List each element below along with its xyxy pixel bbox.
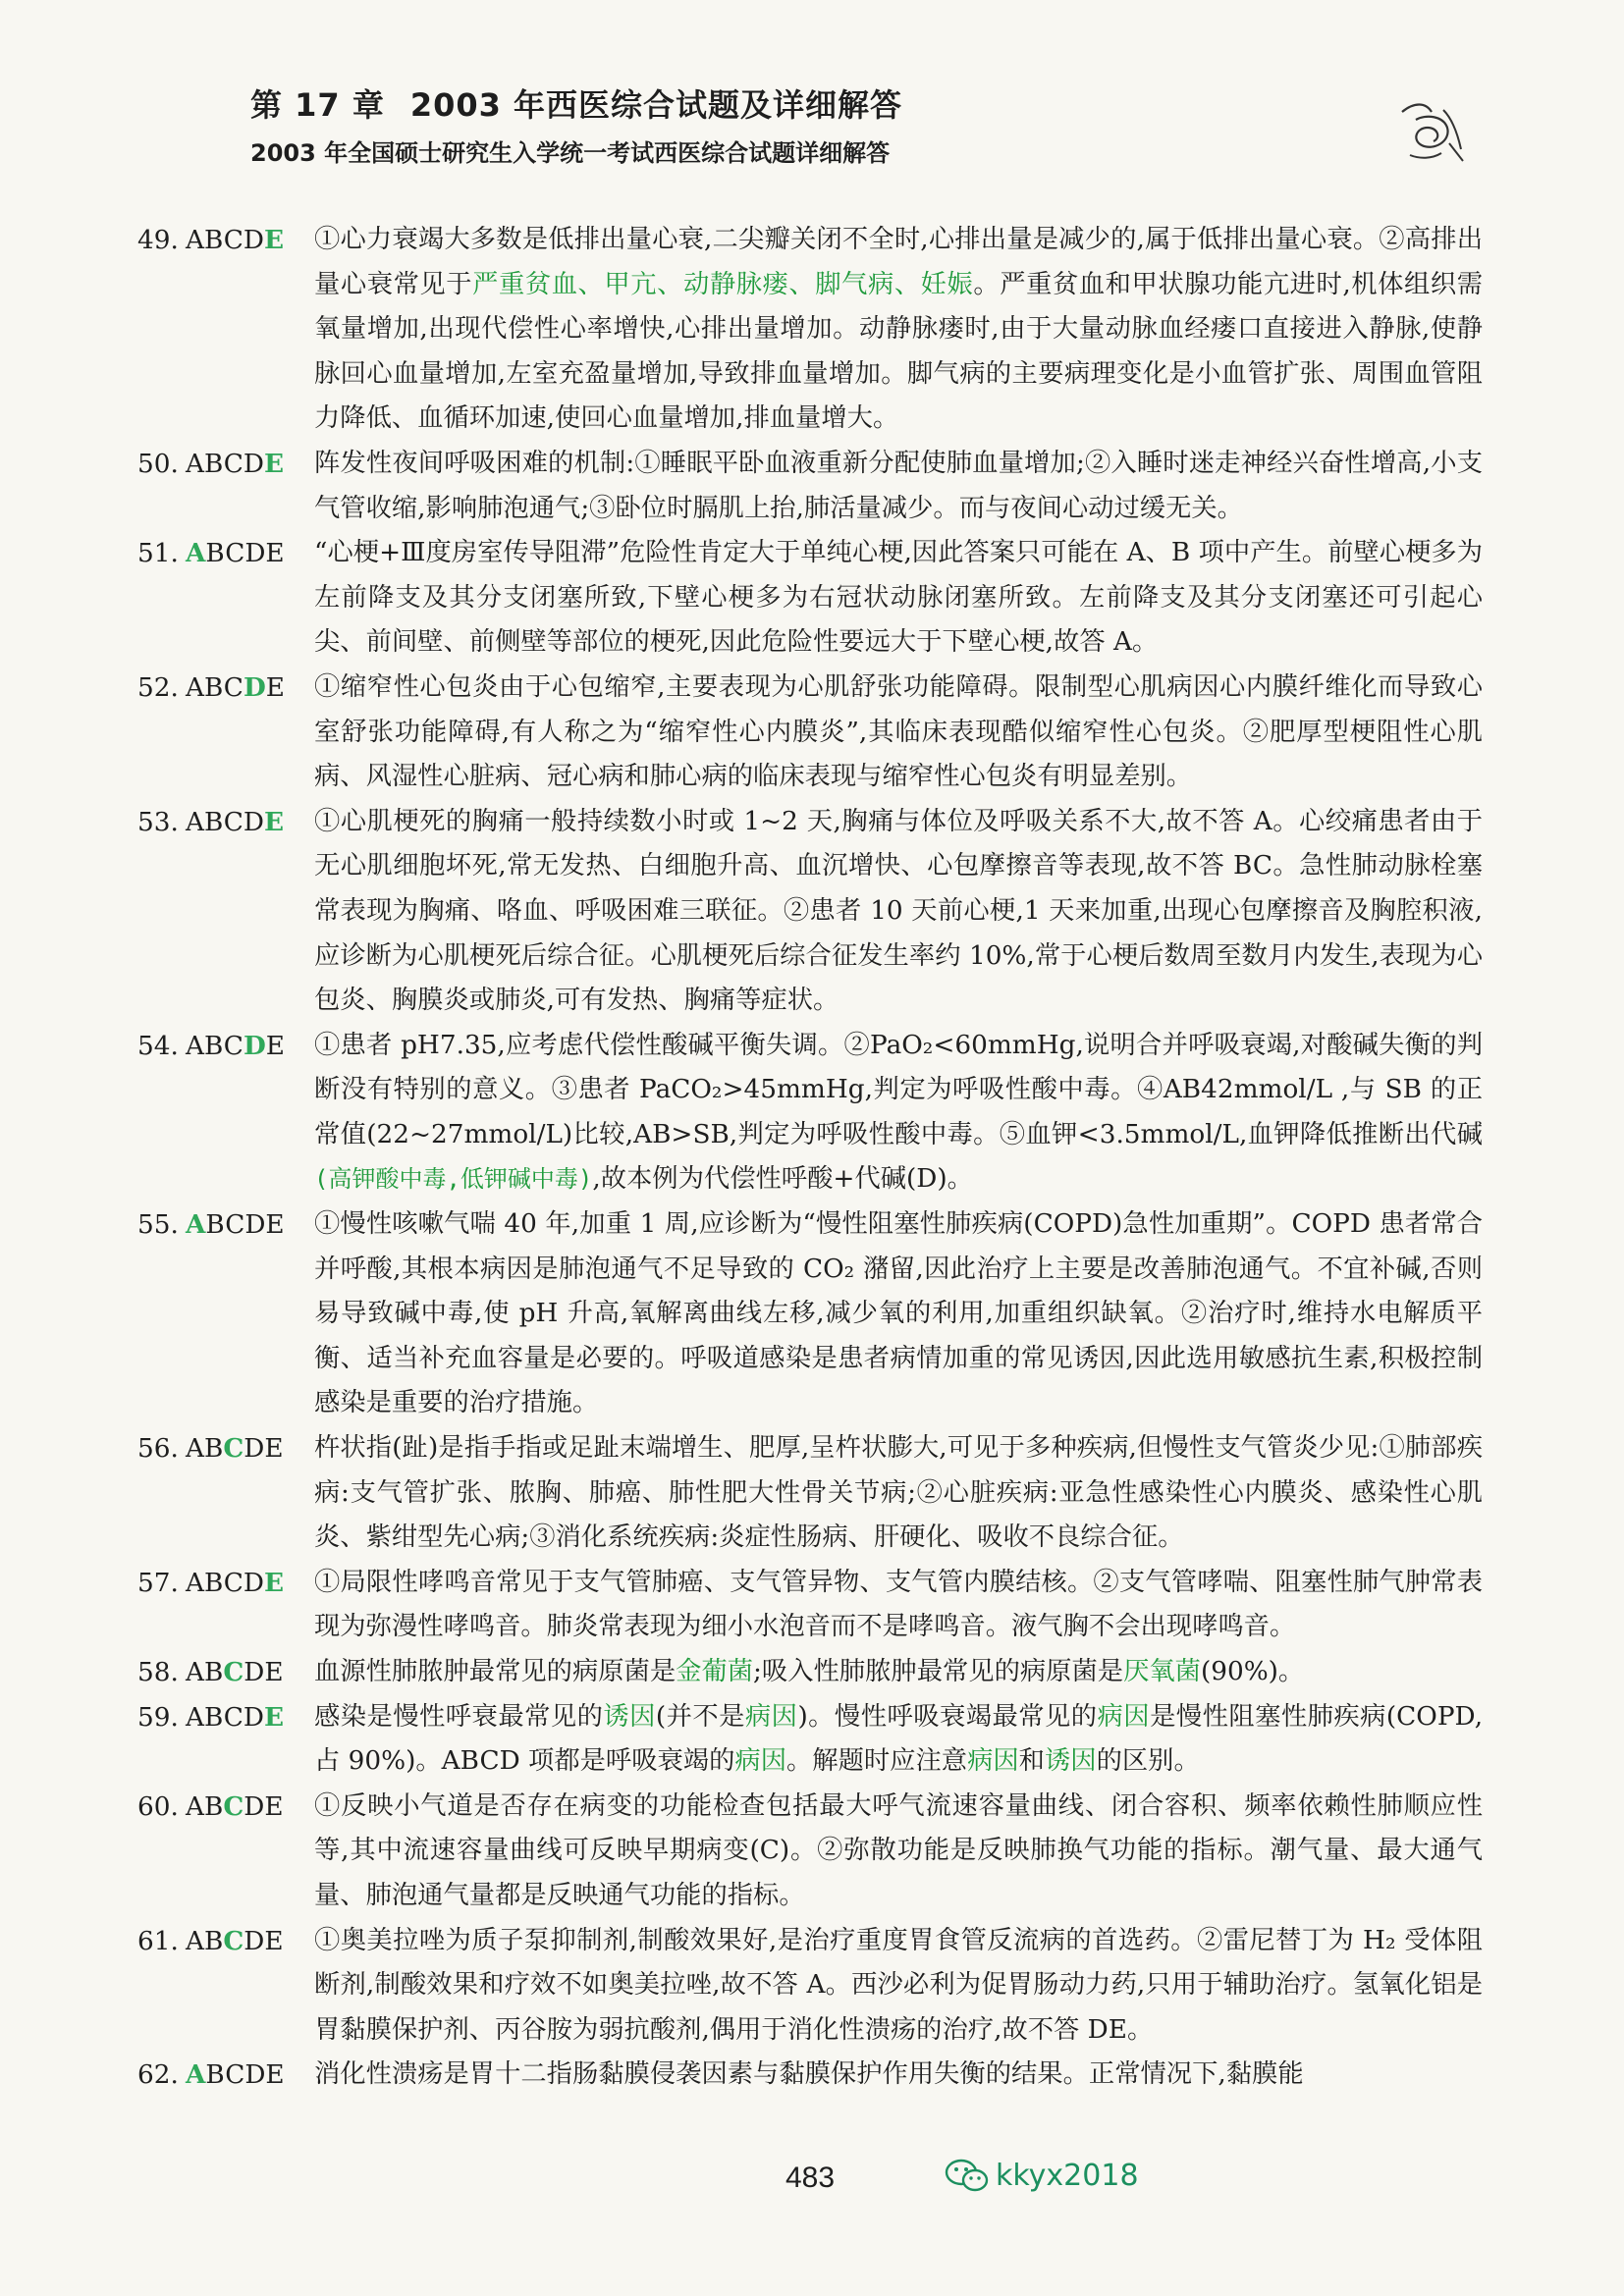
answer-item: [137, 442, 1483, 531]
question-number: 59.: [137, 1702, 179, 1733]
correct-answer-mark: A: [186, 538, 206, 569]
option-letters: ABCD: [186, 1568, 265, 1598]
correct-answer-mark: E: [264, 806, 285, 837]
option-letters: AB: [186, 1434, 224, 1465]
answer-key: [137, 1426, 284, 1472]
highlighted-text: 病因: [744, 1701, 798, 1732]
option-letters: DE: [244, 1658, 284, 1687]
explanation-text: ,故本例为代偿性呼酸+代碱(D)。: [592, 1164, 973, 1195]
option-letters: AB: [186, 1791, 224, 1822]
answer-item: [137, 1919, 1483, 2054]
section-subtitle: 2003 年全国硕士研究生入学统一考试西医综合试题详细解答: [250, 139, 891, 167]
correct-answer-mark: A: [186, 2059, 206, 2091]
answer-item: [137, 1202, 1483, 1426]
highlighted-text: 厌氧菌: [1123, 1657, 1201, 1686]
correct-answer-mark: E: [264, 1701, 285, 1733]
decorative-emblem-icon: [1392, 98, 1471, 169]
correct-answer-mark: C: [223, 1925, 244, 1956]
explanation-text: 杵状指(趾)是指手指或足趾末端增生、肥厚,呈杵状膨大,可见于多种疾病,但慢性支气管炎少见:①肺部疾病:支气管扩张、脓胸、肺癌、肺性肥大性骨关节病;②心脏疾病:亚急性感染性心内膜炎、感染性心肌炎、紫绀型先心病;③消化系统疾病:炎症性肠病、肝硬化、吸收不良综合征。: [314, 1433, 1483, 1553]
correct-answer-mark: C: [223, 1433, 244, 1465]
question-number: 51.: [137, 539, 179, 569]
explanation-text: ;吸入性肺脓肿最常见的病原菌是: [753, 1657, 1124, 1686]
correct-answer-mark: C: [223, 1657, 244, 1687]
explanation-text: 感染是慢性呼衰最常见的: [314, 1701, 604, 1732]
explanation-text: ①心肌梗死的胸痛一般持续数小时或 1~2 天,胸痛与体位及呼吸关系不大,故不答 A。心绞痛患者由于无心肌细胞坏死,常无发热、白细胞升高、血沉增快、心包摩擦音等表现,故不答 BC。急性肺动脉栓塞常表现为胸痛、咯血、呼吸困难三联征。②患者 10 天前心梗,1 天来加重,出现心包摩擦音及胸腔积液,应诊断为心肌梗死后综合征。心肌梗死后综合征发生率约 10%,常于心梗后数周至数月内发生,表现为心包炎、胸膜炎或肺炎,可有发热、胸痛等症状。: [314, 806, 1483, 1016]
explanation-text: ①奥美拉唑为质子泵抑制剂,制酸效果好,是治疗重度胃食管反流病的首选药。②雷尼替丁为 H₂ 受体阻断剂,制酸效果和疗效不如奥美拉唑,故不答 A。西沙必利为促胃肠动力药,只用于辅助治疗。氢氧化铝是胃黏膜保护剂、丙谷胺为弱抗酸剂,偶用于消化性溃疡的治疗,故不答 DE。: [314, 1925, 1483, 2045]
explanation-text: 消化性溃疡是胃十二指肠黏膜侵袭因素与黏膜保护作用失衡的结果。正常情况下,黏膜能: [314, 2059, 1304, 2090]
explanation-text: 血源性肺脓肿最常见的病原菌是: [314, 1657, 677, 1686]
correct-answer-mark: D: [243, 671, 266, 703]
question-number: 53.: [137, 807, 179, 837]
answer-item: [137, 1650, 1483, 1695]
explanation-text: (并不是: [655, 1701, 745, 1732]
correct-answer-mark: C: [223, 1790, 244, 1822]
question-number: 49.: [137, 226, 179, 255]
explanation-text: ①慢性咳嗽气喘 40 年,加重 1 周,应诊断为“慢性阻塞性肺疾病(COPD)急性加重期”。COPD 患者常合并呼酸,其根本病因是肺泡通气不足导致的 CO₂ 潴留,因此治疗上主要是改善肺泡通气。不宜补碱,否则易导致碱中毒,使 pH 升高,氧解离曲线左移,减少氧的利用,加重组织缺氧。②治疗时,维持水电解质平衡、适当补充血容量是必要的。呼吸道感染是患者病情加重的常见诱因,因此选用敏感抗生素,积极控制感染是重要的治疗措施。: [314, 1209, 1483, 1418]
answer-key: [137, 1561, 284, 1607]
answer-item: [137, 1024, 1483, 1202]
page-header: [250, 80, 902, 168]
correct-answer-mark: E: [264, 448, 285, 479]
question-number: 61.: [137, 1926, 179, 1956]
question-number: 55.: [137, 1210, 179, 1241]
answer-item: [137, 1785, 1483, 1919]
highlighted-text: (高钾酸中毒,低钾碱中毒): [314, 1165, 593, 1194]
explanation-text: 和: [1018, 1746, 1045, 1777]
explanation-text: 阵发性夜间呼吸困难的机制:①睡眠平卧血液重新分配使肺血量增加;②入睡时迷走神经兴奋性增高,小支气管收缩,影响肺泡通气;③卧位时膈肌上抬,肺活量减少。而与夜间心动过缓无关。: [314, 448, 1483, 523]
answer-key: [137, 2053, 285, 2099]
option-letters: BCDE: [205, 539, 285, 569]
answer-key: [137, 800, 284, 846]
correct-answer-mark: E: [264, 225, 285, 255]
option-letters: AB: [186, 1926, 224, 1956]
answer-key: [137, 1785, 284, 1831]
answer-list: [137, 218, 1483, 2098]
answer-item: [137, 800, 1483, 1024]
question-number: 56.: [137, 1434, 179, 1465]
answer-key: [137, 1650, 284, 1696]
answer-item: [137, 531, 1483, 666]
option-letters: BCDE: [205, 1210, 285, 1241]
answer-item: [137, 1695, 1483, 1785]
page-number: 483: [785, 2162, 836, 2194]
question-number: 58.: [137, 1658, 179, 1687]
explanation-text: 。严重贫血和甲状腺功能亢进时,机体组织需氧量增加,出现代偿性心率增快,心排出量增加。动静脉瘘时,由于大量动脉血经瘘口直接进入静脉,使静脉回心血量增加,左室充盈量增加,导致排血量增加。脚气病的主要病理变化是小血管扩张、周围血管阻力降低、血循环加速,使回心血量增加,排血量增大。: [314, 269, 1484, 434]
chapter-title: [250, 80, 902, 126]
answer-key: [137, 666, 285, 712]
option-letters: ABC: [186, 672, 244, 703]
correct-answer-mark: A: [186, 1209, 206, 1241]
answer-key: [137, 1024, 285, 1070]
explanation-text: ①局限性哮鸣音常见于支气管肺癌、支气管异物、支气管内膜结核。②支气管哮喘、阻塞性肺气肿常表现为弥漫性哮鸣音。肺炎常表现为细小水泡音而不是哮鸣音。液气胸不会出现哮鸣音。: [314, 1567, 1483, 1642]
question-number: 62.: [137, 2060, 179, 2091]
answer-key: [137, 1202, 285, 1249]
explanation-text: )。慢性呼吸衰竭最常见的: [797, 1701, 1098, 1732]
explanation-text: (90%)。: [1200, 1657, 1305, 1686]
explanation-text: ①患者 pH7.35,应考虑代偿性酸碱平衡失调。②PaO₂<60mmHg,说明合并呼吸衰竭,对酸碱失衡的判断没有特别的意义。③患者 PaCO₂>45mmHg,判定为呼吸性酸中毒。④AB42mmol/L ,与 SB 的正常值(22~27mmol/L)比较,AB>SB,判定为呼吸性酸中毒。⑤血钾<3.5mmol/L,血钾降低推断出代碱: [314, 1030, 1483, 1149]
explanation-text: 的区别。: [1096, 1746, 1200, 1777]
correct-answer-mark: E: [264, 1567, 285, 1598]
option-letters: ABC: [186, 1031, 244, 1061]
highlighted-text: 诱因: [1044, 1746, 1097, 1777]
question-number: 52.: [137, 672, 179, 703]
chapter-heading: 2003 年西医综合试题及详细解答: [409, 86, 903, 124]
question-number: 60.: [137, 1791, 179, 1822]
highlighted-text: 金葡菌: [676, 1657, 754, 1686]
option-letters: E: [265, 1031, 285, 1061]
question-number: 50.: [137, 449, 179, 479]
answer-item: [137, 218, 1483, 442]
answer-key: [137, 1919, 284, 1965]
answer-item: [137, 666, 1483, 800]
question-number: 54.: [137, 1031, 179, 1061]
answer-item: [137, 1426, 1483, 1561]
correct-answer-mark: D: [243, 1030, 266, 1061]
explanation-text: 。解题时应注意: [786, 1746, 968, 1777]
option-letters: DE: [244, 1791, 284, 1822]
option-letters: ABCD: [186, 1702, 265, 1733]
wechat-icon: [945, 2158, 990, 2193]
option-letters: E: [265, 672, 285, 703]
explanation-text: ①缩窄性心包炎由于心包缩窄,主要表现为心肌舒张功能障碍。限制型心肌病因心内膜纤维化而导致心室舒张功能障碍,有人称之为“缩窄性心内膜炎”,其临床表现酷似缩窄性心包炎。②肥厚型梗阻性心肌病、风湿性心脏病、冠心病和肺心病的临床表现与缩窄性心包炎有明显差别。: [314, 671, 1483, 792]
question-number: 57.: [137, 1568, 179, 1598]
answer-key: [137, 218, 284, 264]
highlighted-text: 严重贫血、甲亢、动静脉瘘、脚气病、妊娠: [472, 269, 974, 299]
answer-key: [137, 1695, 284, 1741]
option-letters: ABCD: [186, 226, 265, 255]
chapter-label: 第 17 章: [250, 86, 385, 124]
answer-key: [137, 442, 284, 488]
highlighted-text: 病因: [734, 1746, 786, 1777]
highlighted-text: 诱因: [603, 1701, 656, 1732]
explanation-text: ①心力衰竭大多数是低排出量心衰,二尖瓣关闭不全时,心排出量是减少的,属于低排出量心衰。②高排出量心衰常见于: [314, 225, 1483, 299]
watermark-text: kkyx2018: [996, 2158, 1139, 2193]
answer-key: [137, 531, 285, 577]
explanation-text: “心梗+Ⅲ度房室传导阻滞”危险性肯定大于单纯心梗,因此答案只可能在 A、B 项中产生。前壁心梗多为左前降支及其分支闭塞所致,下壁心梗多为右冠状动脉闭塞所致。左前降支及其分支闭塞还可引起心尖、前间壁、前侧壁等部位的梗死,因此危险性要远大于下壁心梗,故答 A。: [314, 538, 1483, 658]
option-letters: DE: [244, 1434, 284, 1465]
option-letters: ABCD: [186, 807, 265, 837]
highlighted-text: 病因: [967, 1746, 1019, 1777]
option-letters: BCDE: [205, 2060, 285, 2091]
explanation-text: ①反映小气道是否存在病变的功能检查包括最大呼气流速容量曲线、闭合容积、频率依赖性肺顺应性等,其中流速容量曲线可反映早期病变(C)。②弥散功能是反映肺换气功能的指标。潮气量、最大通气量、肺泡通气量都是反映通气功能的指标。: [314, 1790, 1483, 1910]
explanation-text: 是慢性阻塞性肺疾病(COPD,占 90%)。ABCD 项都是呼吸衰竭的: [314, 1701, 1484, 1777]
watermark: [945, 2158, 1139, 2193]
option-letters: DE: [244, 1926, 284, 1956]
option-letters: AB: [186, 1658, 224, 1687]
answer-item: [137, 1561, 1483, 1650]
highlighted-text: 病因: [1097, 1701, 1151, 1732]
answer-item: [137, 2053, 1483, 2098]
option-letters: ABCD: [186, 449, 265, 479]
